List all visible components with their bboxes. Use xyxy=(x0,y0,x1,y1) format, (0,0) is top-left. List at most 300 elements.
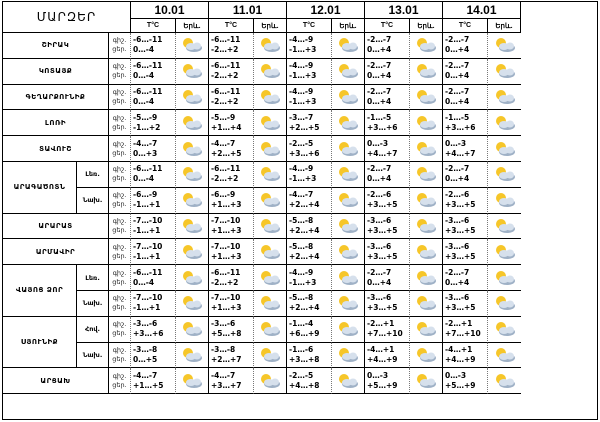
region-name xyxy=(3,214,109,240)
night-temp: -3…-6 xyxy=(367,293,392,303)
day-temp: 0…-4 xyxy=(133,45,155,55)
night-temp: -2…+1 xyxy=(367,319,395,329)
weather-icon-cell xyxy=(488,110,521,136)
sky-label: Երև. xyxy=(183,22,201,30)
partly-cloudy-icon xyxy=(335,295,361,311)
night-temp: -5…-8 xyxy=(289,293,314,303)
night-temp: -3…-6 xyxy=(367,241,392,251)
weather-icon-cell xyxy=(254,59,287,85)
partly-cloudy-icon xyxy=(179,295,205,311)
day-temp: +3…+5 xyxy=(367,303,398,313)
weather-icon-cell xyxy=(332,162,365,188)
night-temp: -4…-9 xyxy=(289,35,314,45)
day-temp: +4…+9 xyxy=(367,354,398,364)
partly-cloudy-icon xyxy=(179,373,205,389)
weather-icon-cell xyxy=(410,162,443,188)
weather-icon-cell xyxy=(410,33,443,59)
temp-label: T°C xyxy=(458,22,472,29)
weather-icon-cell xyxy=(410,368,443,394)
temperature-cell xyxy=(287,110,332,136)
regions-header xyxy=(3,2,131,33)
temperature-cell xyxy=(365,343,410,369)
partly-cloudy-icon xyxy=(179,347,205,363)
night-temp: -7…-10 xyxy=(211,215,241,225)
subregion-name xyxy=(77,291,109,317)
temp-column-header xyxy=(365,19,410,33)
temp-label: T°C xyxy=(146,22,160,29)
night-temp: -6…-11 xyxy=(211,86,241,96)
day-label: ցեր. xyxy=(112,277,127,286)
temperature-cell xyxy=(131,265,176,291)
partly-cloudy-icon xyxy=(179,192,205,208)
night-label: գիշ. xyxy=(112,191,127,200)
night-temp: -2…-7 xyxy=(367,164,392,174)
temp-column-header xyxy=(287,19,332,33)
sky-label: Երև. xyxy=(495,22,513,30)
temperature-cell xyxy=(209,33,254,59)
night-temp: -3…-6 xyxy=(367,215,392,225)
day-temp: +1…+4 xyxy=(211,122,242,132)
weather-icon-cell xyxy=(488,162,521,188)
partly-cloudy-icon xyxy=(257,141,283,157)
temperature-cell xyxy=(209,265,254,291)
region-name xyxy=(3,59,109,85)
temperature-cell xyxy=(287,59,332,85)
day-temp: +4…+7 xyxy=(445,148,476,158)
temperature-cell xyxy=(209,343,254,369)
partly-cloudy-icon xyxy=(179,115,205,131)
temperature-cell xyxy=(131,188,176,214)
day-temp: +1…+3 xyxy=(211,251,242,261)
temperature-cell xyxy=(443,188,488,214)
day-temp: +3…+5 xyxy=(367,200,398,210)
partly-cloudy-icon xyxy=(335,244,361,260)
temperature-cell xyxy=(209,368,254,394)
day-temp: +3…+6 xyxy=(367,122,398,132)
night-temp: -6…-11 xyxy=(133,61,163,71)
night-temp: -5…-9 xyxy=(211,112,236,122)
temperature-cell xyxy=(443,239,488,265)
day-temp: 0…-4 xyxy=(133,277,155,287)
weather-icon-cell xyxy=(488,188,521,214)
weather-icon-cell xyxy=(488,291,521,317)
day-temp: +5…+8 xyxy=(211,329,242,339)
night-temp: -6…-11 xyxy=(133,267,163,277)
temperature-cell xyxy=(287,188,332,214)
partly-cloudy-icon xyxy=(413,192,439,208)
partly-cloudy-icon xyxy=(492,270,518,286)
subregion-name-text: Նախ. xyxy=(82,299,103,308)
partly-cloudy-icon xyxy=(257,295,283,311)
night-temp: -6…-11 xyxy=(133,86,163,96)
night-temp: -2…-7 xyxy=(445,267,470,277)
partly-cloudy-icon xyxy=(335,63,361,79)
day-night-label xyxy=(109,317,131,343)
temp-label: T°C xyxy=(224,22,238,29)
night-temp: -6…-11 xyxy=(133,164,163,174)
partly-cloudy-icon xyxy=(492,89,518,105)
region-name xyxy=(3,265,77,317)
weather-icon-cell xyxy=(488,317,521,343)
temperature-cell xyxy=(443,368,488,394)
day-label: ցեր. xyxy=(112,200,127,209)
temperature-cell xyxy=(365,188,410,214)
day-night-label xyxy=(109,265,131,291)
day-temp: -2…+2 xyxy=(211,71,239,81)
weather-icon-cell xyxy=(332,317,365,343)
weather-icon-cell xyxy=(176,33,209,59)
date-header xyxy=(209,2,287,19)
subregion-name xyxy=(77,162,109,188)
day-temp: +3…+6 xyxy=(133,329,164,339)
night-temp: 0…-3 xyxy=(445,138,467,148)
weather-icon-cell xyxy=(176,136,209,162)
weather-icon-cell xyxy=(176,343,209,369)
partly-cloudy-icon xyxy=(492,37,518,53)
temperature-cell xyxy=(365,214,410,240)
partly-cloudy-icon xyxy=(413,141,439,157)
partly-cloudy-icon xyxy=(179,218,205,234)
partly-cloudy-icon xyxy=(492,373,518,389)
night-temp: -6…-11 xyxy=(211,267,241,277)
sky-label: Երև. xyxy=(339,22,357,30)
day-temp: +3…+8 xyxy=(289,354,320,364)
weather-icon-cell xyxy=(254,214,287,240)
partly-cloudy-icon xyxy=(335,166,361,182)
temperature-cell xyxy=(287,33,332,59)
partly-cloudy-icon xyxy=(335,347,361,363)
temperature-cell xyxy=(287,162,332,188)
region-name-text: ՎԱՅՈՑ ՁՈՐ xyxy=(15,286,64,295)
region-name xyxy=(3,136,109,162)
night-temp: -4…-7 xyxy=(289,190,314,200)
partly-cloudy-icon xyxy=(335,89,361,105)
day-temp: +2…+5 xyxy=(211,148,242,158)
day-temp: +3…+5 xyxy=(367,251,398,261)
night-temp: -3…-6 xyxy=(211,319,236,329)
day-night-label xyxy=(109,291,131,317)
night-temp: -2…-6 xyxy=(445,190,470,200)
day-temp: -2…+2 xyxy=(211,174,239,184)
temperature-cell xyxy=(131,214,176,240)
partly-cloudy-icon xyxy=(179,89,205,105)
temp-label: T°C xyxy=(302,22,316,29)
day-temp: +2…+5 xyxy=(289,122,320,132)
night-temp: -6…-11 xyxy=(211,61,241,71)
day-temp: -1…+3 xyxy=(289,45,317,55)
date-label: 13.01 xyxy=(388,3,419,17)
date-header xyxy=(131,2,209,19)
day-night-label xyxy=(109,214,131,240)
night-temp: -1…-6 xyxy=(289,344,314,354)
night-temp: -2…-7 xyxy=(445,164,470,174)
partly-cloudy-icon xyxy=(179,37,205,53)
day-night-label xyxy=(109,85,131,111)
region-name-text: ԿՈՏԱՅՔ xyxy=(38,67,73,76)
partly-cloudy-icon xyxy=(257,37,283,53)
sky-label: Երև. xyxy=(261,22,279,30)
partly-cloudy-icon xyxy=(335,141,361,157)
temperature-cell xyxy=(443,110,488,136)
temperature-cell xyxy=(209,85,254,111)
temperature-cell xyxy=(365,291,410,317)
weather-icon-cell xyxy=(488,33,521,59)
temperature-cell xyxy=(365,33,410,59)
night-temp: -5…-8 xyxy=(289,241,314,251)
partly-cloudy-icon xyxy=(179,321,205,337)
weather-icon-cell xyxy=(254,33,287,59)
weather-icon-cell xyxy=(410,110,443,136)
partly-cloudy-icon xyxy=(179,244,205,260)
partly-cloudy-icon xyxy=(413,63,439,79)
night-label: գիշ. xyxy=(112,371,127,380)
day-night-label xyxy=(109,343,131,369)
temperature-cell xyxy=(287,214,332,240)
weather-icon-cell xyxy=(410,214,443,240)
temperature-cell xyxy=(443,343,488,369)
weather-icon-cell xyxy=(254,291,287,317)
temperature-cell xyxy=(365,136,410,162)
day-temp: -1…+3 xyxy=(289,277,317,287)
temperature-cell xyxy=(365,368,410,394)
region-name-text: ԱՐԱԳԱԾՈՏՆ xyxy=(13,183,66,192)
temperature-cell xyxy=(443,33,488,59)
weather-icon-cell xyxy=(332,188,365,214)
date-header xyxy=(443,2,521,19)
day-temp: 0…+4 xyxy=(445,277,470,287)
night-temp: -4…-7 xyxy=(133,138,158,148)
day-temp: +2…+4 xyxy=(289,303,320,313)
day-temp: +2…+4 xyxy=(289,200,320,210)
partly-cloudy-icon xyxy=(335,37,361,53)
day-temp: +7…+10 xyxy=(367,329,403,339)
weather-icon-cell xyxy=(488,214,521,240)
night-label: գիշ. xyxy=(112,242,127,251)
night-temp: -4…-7 xyxy=(211,370,236,380)
sky-label: Երև. xyxy=(417,22,435,30)
weather-icon-cell xyxy=(176,239,209,265)
temperature-cell xyxy=(131,291,176,317)
temperature-cell xyxy=(365,239,410,265)
partly-cloudy-icon xyxy=(492,115,518,131)
day-temp: +4…+8 xyxy=(289,380,320,390)
day-temp: -1…+1 xyxy=(133,303,161,313)
day-temp: 0…+4 xyxy=(367,174,392,184)
weather-icon-cell xyxy=(254,188,287,214)
weather-icon-cell xyxy=(410,239,443,265)
temperature-cell xyxy=(131,85,176,111)
subregion-name xyxy=(77,265,109,291)
night-label: գիշ. xyxy=(112,268,127,277)
weather-icon-cell xyxy=(332,291,365,317)
day-temp: +2…+4 xyxy=(289,251,320,261)
temperature-cell xyxy=(209,110,254,136)
date-label: 14.01 xyxy=(466,3,497,17)
night-label: գիշ. xyxy=(112,113,127,122)
weather-icon-cell xyxy=(332,368,365,394)
night-temp: -4…-9 xyxy=(289,164,314,174)
partly-cloudy-icon xyxy=(257,347,283,363)
temperature-cell xyxy=(365,317,410,343)
night-label: գիշ. xyxy=(112,36,127,45)
night-temp: -3…-7 xyxy=(289,112,314,122)
partly-cloudy-icon xyxy=(492,166,518,182)
partly-cloudy-icon xyxy=(492,244,518,260)
weather-icon-cell xyxy=(410,265,443,291)
region-name xyxy=(3,368,109,394)
sky-column-header xyxy=(332,19,365,33)
partly-cloudy-icon xyxy=(179,270,205,286)
partly-cloudy-icon xyxy=(413,321,439,337)
day-temp: +5…+9 xyxy=(445,380,476,390)
partly-cloudy-icon xyxy=(335,115,361,131)
partly-cloudy-icon xyxy=(335,192,361,208)
subregion-name-text: Նախ. xyxy=(82,350,103,359)
date-header xyxy=(365,2,443,19)
day-temp: 0…+3 xyxy=(133,148,158,158)
weather-icon-cell xyxy=(410,317,443,343)
region-name-text: ՍՅՈՒՆԻՔ xyxy=(20,338,59,347)
day-temp: +4…+7 xyxy=(367,148,398,158)
weather-icon-cell xyxy=(332,265,365,291)
night-temp: -7…-10 xyxy=(211,293,241,303)
day-label: ցեր. xyxy=(112,380,127,389)
night-temp: -1…-5 xyxy=(367,112,392,122)
partly-cloudy-icon xyxy=(257,270,283,286)
partly-cloudy-icon xyxy=(413,347,439,363)
night-temp: -6…-11 xyxy=(211,35,241,45)
night-label: գիշ. xyxy=(112,294,127,303)
region-name xyxy=(3,317,77,369)
partly-cloudy-icon xyxy=(335,218,361,234)
day-label: ցեր. xyxy=(112,354,127,363)
night-temp: -7…-10 xyxy=(133,241,163,251)
temperature-cell xyxy=(131,33,176,59)
night-temp: -4…-7 xyxy=(133,370,158,380)
partly-cloudy-icon xyxy=(413,115,439,131)
temperature-cell xyxy=(209,59,254,85)
partly-cloudy-icon xyxy=(413,89,439,105)
night-temp: -4…+1 xyxy=(445,344,473,354)
night-temp: -4…-9 xyxy=(289,61,314,71)
weather-icon-cell xyxy=(176,85,209,111)
temperature-cell xyxy=(131,136,176,162)
date-header xyxy=(287,2,365,19)
partly-cloudy-icon xyxy=(257,166,283,182)
night-temp: -6…-11 xyxy=(133,35,163,45)
weather-icon-cell xyxy=(176,188,209,214)
temperature-cell xyxy=(287,85,332,111)
weather-icon-cell xyxy=(254,239,287,265)
temperature-cell xyxy=(209,239,254,265)
day-temp: +6…+9 xyxy=(289,329,320,339)
night-temp: -2…-7 xyxy=(367,61,392,71)
weather-icon-cell xyxy=(254,265,287,291)
temperature-cell xyxy=(443,214,488,240)
day-temp: 0…+4 xyxy=(445,174,470,184)
day-temp: +2…+4 xyxy=(289,225,320,235)
partly-cloudy-icon xyxy=(179,166,205,182)
day-label: ցեր. xyxy=(112,225,127,234)
night-temp: -3…-6 xyxy=(445,241,470,251)
night-temp: -3…-6 xyxy=(445,293,470,303)
temperature-cell xyxy=(443,317,488,343)
day-temp: +4…+9 xyxy=(445,354,476,364)
temperature-cell xyxy=(365,85,410,111)
weather-icon-cell xyxy=(254,136,287,162)
temperature-cell xyxy=(443,136,488,162)
partly-cloudy-icon xyxy=(413,37,439,53)
region-name-text: ԳԵՂԱՐՔՈՒՆԻՔ xyxy=(25,92,86,101)
temperature-cell xyxy=(131,343,176,369)
day-label: ցեր. xyxy=(112,148,127,157)
day-temp: +7…+10 xyxy=(445,329,481,339)
day-temp: +5…+9 xyxy=(367,380,398,390)
day-temp: 0…+4 xyxy=(367,45,392,55)
forecast-table xyxy=(2,1,598,420)
weather-icon-cell xyxy=(410,59,443,85)
partly-cloudy-icon xyxy=(257,373,283,389)
day-temp: -2…+2 xyxy=(211,96,239,106)
night-temp: -2…-7 xyxy=(367,86,392,96)
night-temp: -1…-5 xyxy=(445,112,470,122)
temperature-cell xyxy=(209,136,254,162)
day-label: ցեր. xyxy=(112,45,127,54)
day-temp: 0…-4 xyxy=(133,71,155,81)
night-temp: -2…-5 xyxy=(289,138,314,148)
temperature-cell xyxy=(131,317,176,343)
partly-cloudy-icon xyxy=(257,321,283,337)
temperature-cell xyxy=(209,317,254,343)
day-temp: +3…+5 xyxy=(367,225,398,235)
night-label: գիշ. xyxy=(112,320,127,329)
temperature-cell xyxy=(131,59,176,85)
weather-icon-cell xyxy=(410,188,443,214)
weather-icon-cell xyxy=(332,33,365,59)
subregion-name xyxy=(77,188,109,214)
night-temp: -4…-7 xyxy=(211,138,236,148)
partly-cloudy-icon xyxy=(492,321,518,337)
night-temp: -5…-8 xyxy=(289,215,314,225)
day-temp: -2…+2 xyxy=(211,45,239,55)
day-night-label xyxy=(109,368,131,394)
weather-icon-cell xyxy=(488,136,521,162)
day-night-label xyxy=(109,136,131,162)
date-label: 12.01 xyxy=(310,3,341,17)
subregion-name-text: Լեռ. xyxy=(85,273,100,282)
day-night-label xyxy=(109,59,131,85)
weather-icon-cell xyxy=(176,214,209,240)
temperature-cell xyxy=(131,239,176,265)
day-temp: +3…+5 xyxy=(445,225,476,235)
day-temp: -1…+3 xyxy=(289,71,317,81)
weather-icon-cell xyxy=(176,265,209,291)
day-temp: 0…+4 xyxy=(445,96,470,106)
weather-icon-cell xyxy=(254,343,287,369)
night-temp: -4…-9 xyxy=(289,86,314,96)
night-temp: -3…-8 xyxy=(133,344,158,354)
temp-label: T°C xyxy=(380,22,394,29)
day-temp: +3…+7 xyxy=(211,380,242,390)
region-name-text: ԱՐԱՐԱՏ xyxy=(38,221,73,230)
day-temp: -1…+1 xyxy=(133,251,161,261)
night-temp: -2…-6 xyxy=(367,190,392,200)
weather-icon-cell xyxy=(254,317,287,343)
partly-cloudy-icon xyxy=(257,63,283,79)
partly-cloudy-icon xyxy=(257,192,283,208)
date-label: 10.01 xyxy=(154,3,185,17)
day-label: ցեր. xyxy=(112,251,127,260)
